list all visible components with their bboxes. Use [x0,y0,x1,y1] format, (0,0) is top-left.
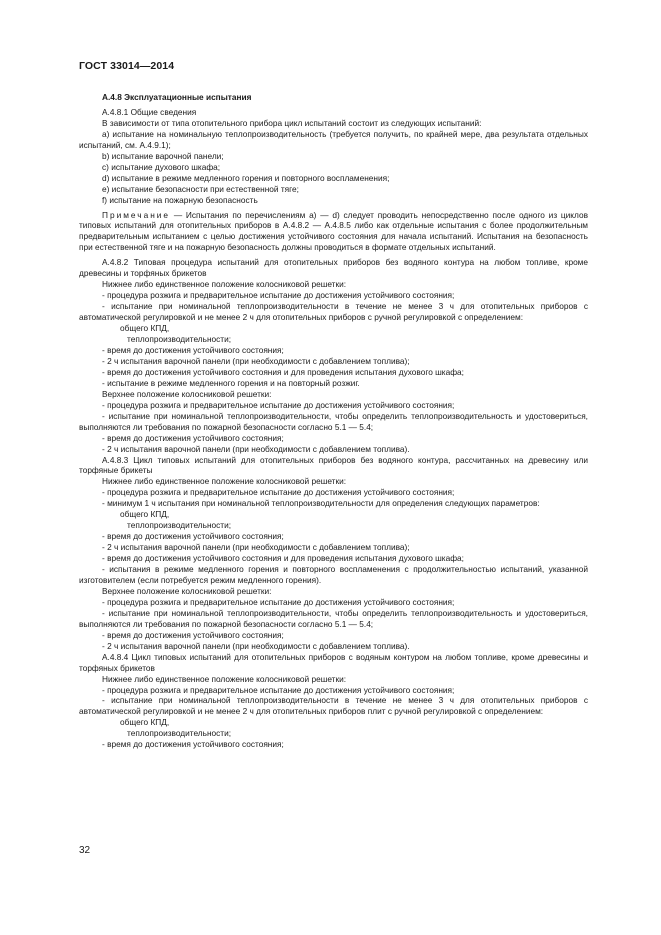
subsection-heading: А.4.8.4 Цикл типовых испытаний для отопительных приборов с водяным контуром на любом топливе, кроме древесины и торфяных брикетов [79,651,588,673]
document-body [79,92,588,750]
list-item: - процедура розжига и предварительное испытание до достижения устойчивого состояния; [102,290,455,301]
list-item: - испытание при номинальной теплопроизводительности, чтобы определить теплопроизводительность и удостовериться, выполняются ли требования по пожарной безопасности согласно 5.1 — 5.4; [79,607,588,629]
paragraph: Верхнее положение колосниковой решетки: [102,388,272,399]
list-item: - процедура розжига и предварительное испытание до достижения устойчивого состояния; [102,487,455,498]
section-title: А.4.8 Эксплуатационные испытания [102,92,252,102]
subsection-heading: А.4.8.3 Цикл типовых испытаний для отопительных приборов без водяного контура, рассчитанных на древесину или торфяные брикеты [79,454,588,476]
list-item: - 2 ч испытания варочной панели (при необходимости с добавлением топлива). [102,640,410,651]
list-subitem: общего КПД, [120,509,170,520]
paragraph: Нижнее либо единственное положение колосниковой решетки: [102,673,347,684]
list-item: - 2 ч испытания варочной панели (при необходимости с добавлением топлива); [102,542,410,553]
note-label: Примечание [102,209,171,220]
list-item: a) испытание на номинальную теплопроизводительность (требуется получить, по крайней мере, два результата отдельных испытаний, см. А.4.9.1); [79,128,588,150]
list-item: b) испытание варочной панели; [102,150,224,161]
list-subitem: общего КПД, [120,323,170,334]
list-item: - процедура розжига и предварительное испытание до достижения устойчивого состояния; [102,684,455,695]
list-item: c) испытание духового шкафа; [102,161,221,172]
paragraph: Нижнее либо единственное положение колосниковой решетки: [102,476,347,487]
page-number: 32 [79,845,91,856]
list-item: - минимум 1 ч испытания при номинальной теплопроизводительности для определения следующих параметров: [102,498,540,509]
list-item: d) испытание в режиме медленного горения и повторного воспламенения; [102,172,390,183]
list-item: f) испытание на пожарную безопасность [102,194,258,205]
note-paragraph [79,210,588,254]
list-subitem: теплопроизводительности; [127,728,232,739]
list-item: - время до достижения устойчивого состояния; [102,629,284,640]
list-item: e) испытание безопасности при естественной тяге; [102,183,299,194]
list-item: - время до достижения устойчивого состояния и для проведения испытания духового шкафа; [102,366,464,377]
paragraph: Нижнее либо единственное положение колосниковой решетки: [102,279,347,290]
list-subitem: общего КПД, [120,717,170,728]
list-item: - процедура розжига и предварительное испытание до достижения устойчивого состояния; [102,596,455,607]
list-item: - испытание в режиме медленного горения и на повторный розжиг. [102,377,360,388]
paragraph: А.4.8.1 Общие сведения [102,106,197,117]
list-item: - 2 ч испытания варочной панели (при необходимости с добавлением топлива). [102,443,410,454]
list-item: - испытание при номинальной теплопроизводительности в течение не менее 3 ч для отопительных приборов с автоматической регулировкой и не менее 2 ч для отопительных приборов с ручной регулировкой с определением: [79,301,588,323]
paragraph: В зависимости от типа отопительного прибора цикл испытаний состоит из следующих испытаний: [102,117,482,128]
note-text: — Испытания по перечислениям а) — d) следует проводить непосредственно после одного из циклов типовых испытаний для отопительных приборов в А.4.8.2 — А.4.8.5 либо как отдельные испытания с более продолжительным предварительным испытанием с целью достижения устойчивого состояния для начала испытаний. Испытания на безопасность при естественной тяге и на пожарную безопасность должны проводиться в формате отдельных испытаний. [79,209,588,253]
list-item: - время до достижения устойчивого состояния; [102,432,284,443]
subsection-heading: А.4.8.2 Типовая процедура испытаний для отопительных приборов без водяного контура на любом топливе, кроме древесины и торфяных брикетов [79,257,588,279]
paragraph: Верхнее положение колосниковой решетки: [102,585,272,596]
list-item: - время до достижения устойчивого состояния; [102,739,284,750]
list-subitem: теплопроизводительности; [127,520,232,531]
list-item: - испытания в режиме медленного горения и повторного воспламенения с продолжительностью испытаний, указанной изготовителем (если потребуется режим медленного горения). [79,564,588,585]
document-header: ГОСТ 33014—2014 [79,60,175,72]
list-item: - процедура розжига и предварительное испытание до достижения устойчивого состояния; [102,399,455,410]
list-subitem: теплопроизводительности; [127,334,232,345]
list-item: - время до достижения устойчивого состояния; [102,531,284,542]
list-item: - время до достижения устойчивого состояния и для проведения испытания духового шкафа; [102,553,464,564]
list-item: - испытание при номинальной теплопроизводительности в течение не менее 3 ч для отопительных приборов с автоматической регулировкой и не менее 2 ч для отопительных приборов плит с ручной регулировкой с определением: [79,695,588,717]
list-item: - 2 ч испытания варочной панели (при необходимости с добавлением топлива); [102,355,410,366]
list-item: - испытание при номинальной теплопроизводительности, чтобы определить теплопроизводительность и удостовериться, выполняются ли требования по пожарной безопасности согласно 5.1 — 5.4; [79,410,588,432]
list-item: - время до достижения устойчивого состояния; [102,344,284,355]
